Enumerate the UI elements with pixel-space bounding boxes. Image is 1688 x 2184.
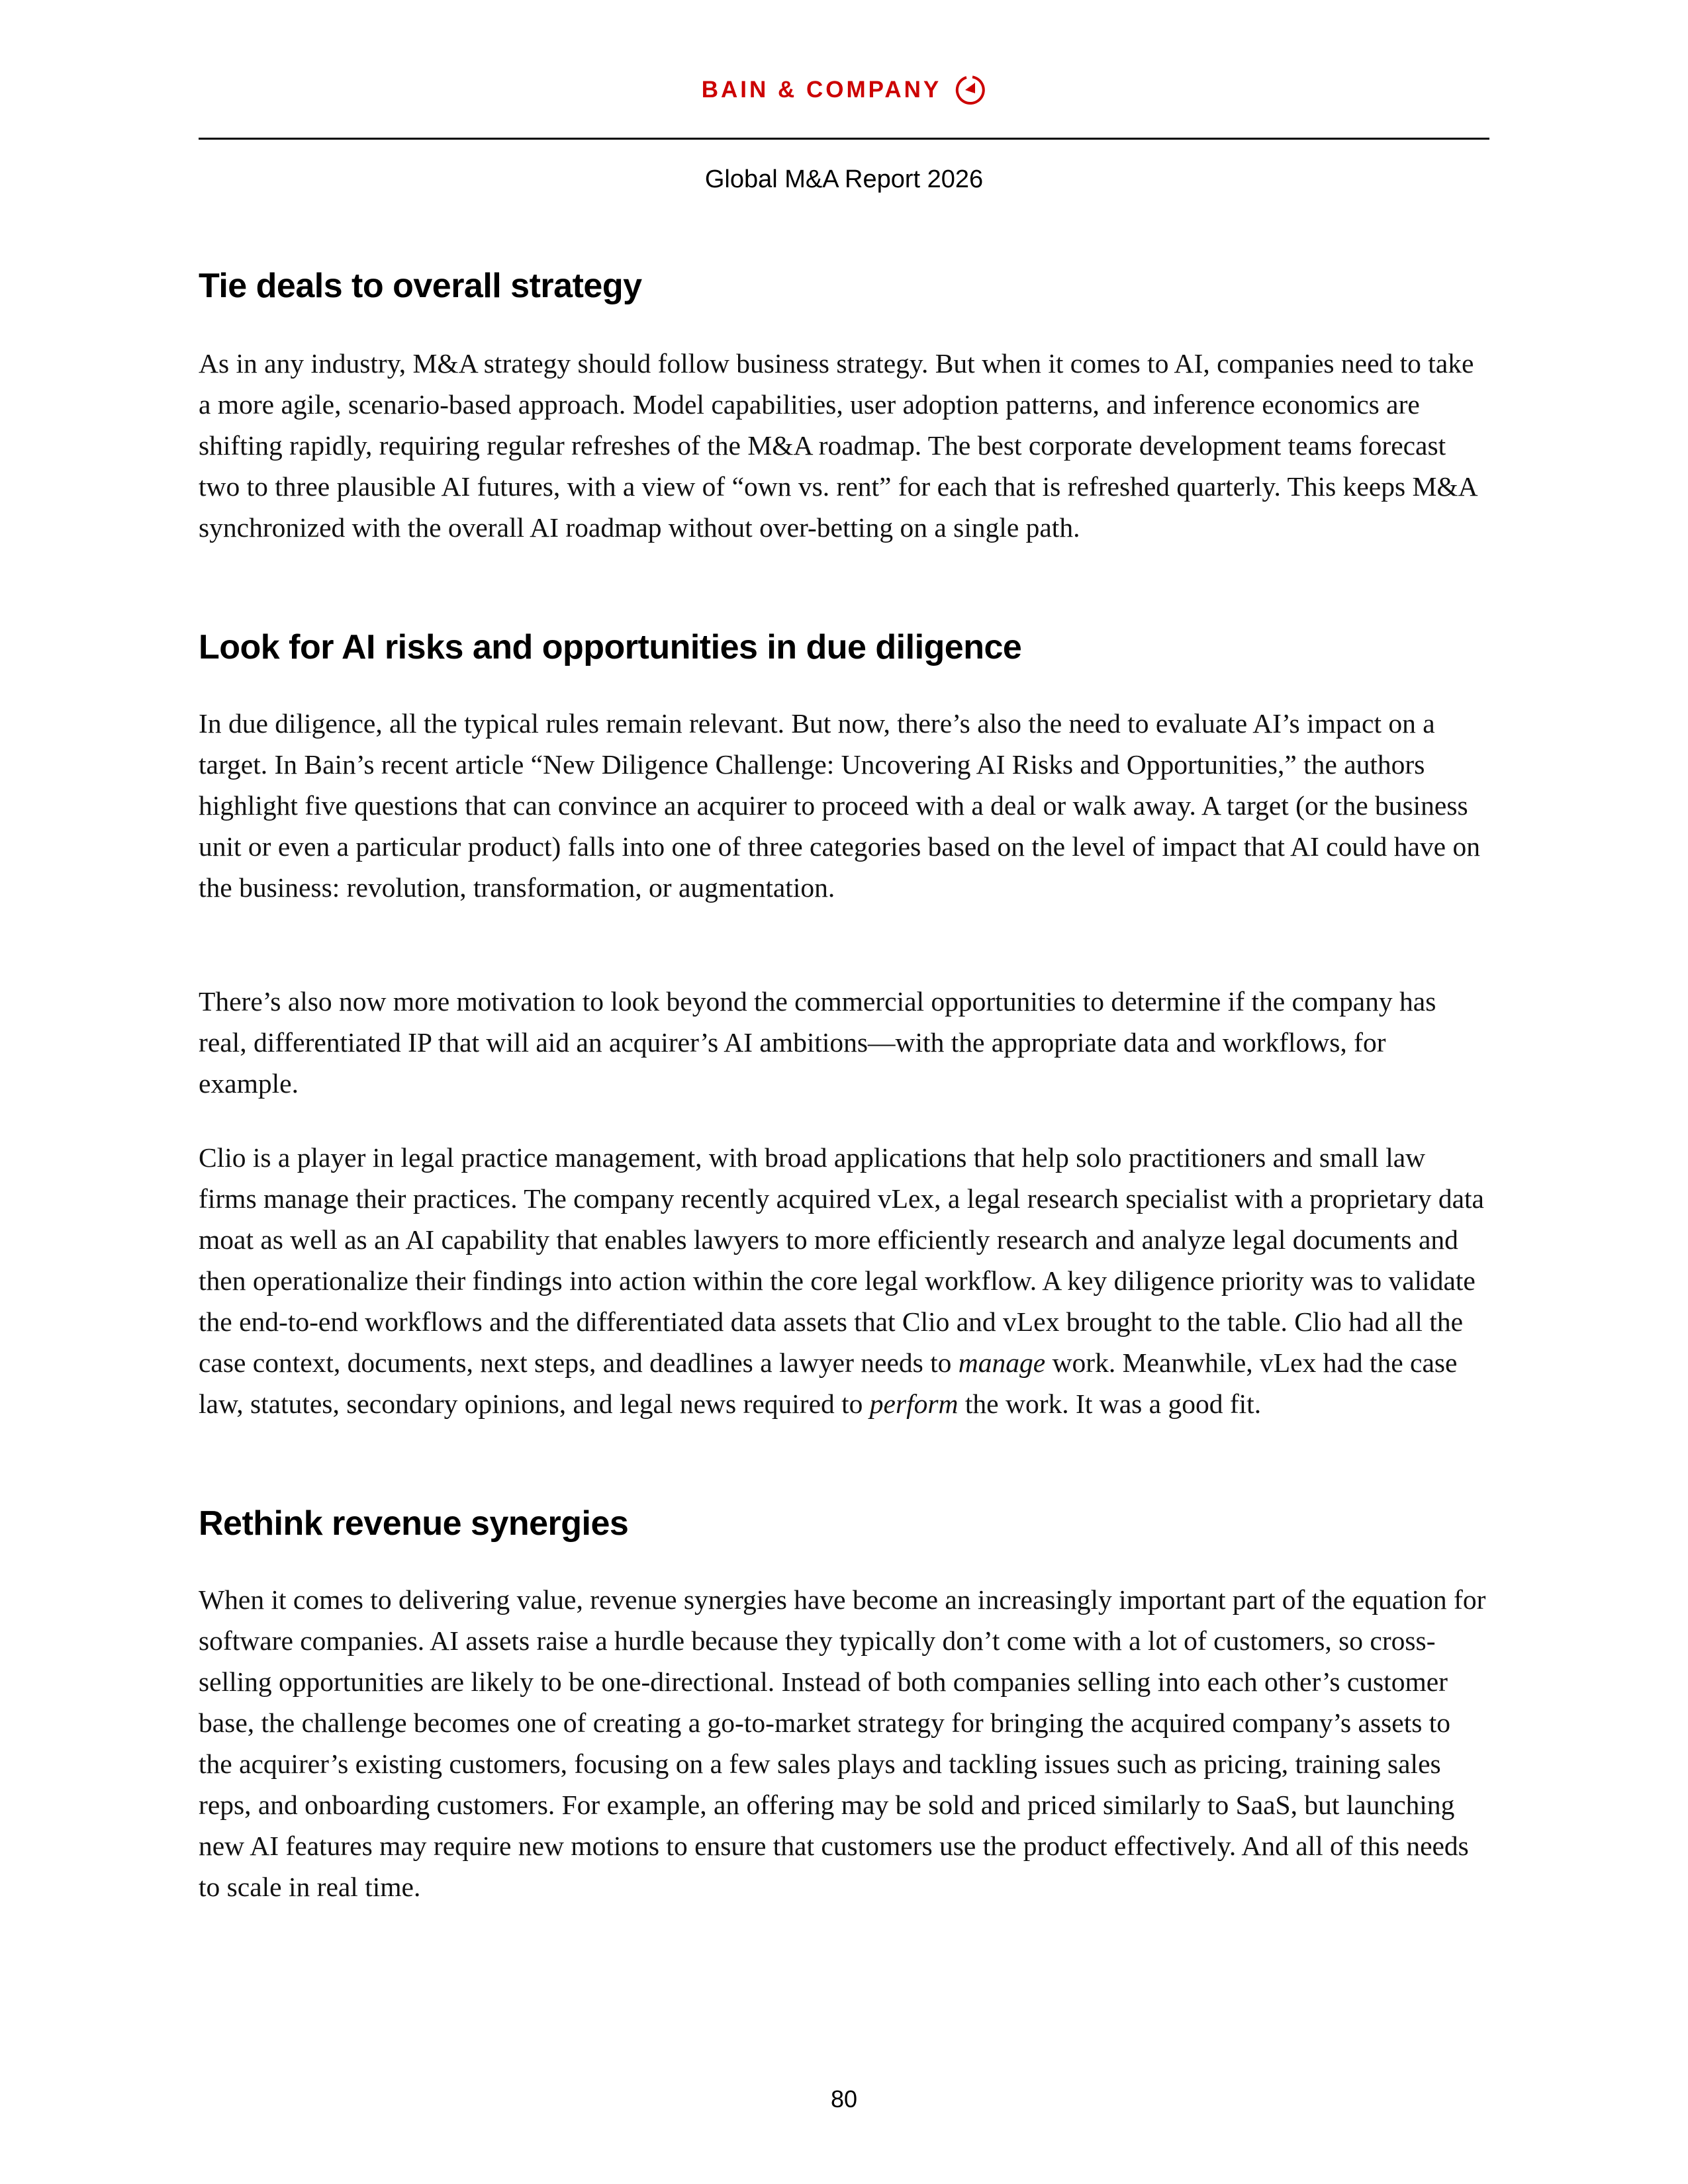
paragraph — [199, 1137, 1489, 1424]
page-number: 80 — [830, 2085, 858, 2113]
section-revenue-synergies-body — [199, 1579, 1489, 1907]
section-due-diligence-body-2 — [199, 981, 1489, 1104]
text-run: Clio is a player in legal practice management, with broad applications that help solo practitioners and small law firms manage their practices. The company recently acquired vLex, a legal research specialist with a proprietary data moat as well as an AI capability that enables lawyers to more efficiently research and analyze legal documents and then operationalize their findings into action within the core legal workflow. A key diligence priority was to validate the end-to-end workflows and the differentiated data assets that Clio and vLex brought to the table. Clio had all the case context, documents, next steps, and deadlines a lawyer needs to — [199, 1142, 1484, 1378]
text-run: the work. It was a good fit. — [958, 1388, 1262, 1419]
paragraph: There’s also now more motivation to look beyond the commercial opportunities to determine if the company has real, differentiated IP that will aid an acquirer’s AI ambitions—with the appropriate data and workflows, for example. — [199, 986, 1436, 1099]
section-heading: Look for AI risks and opportunities in due diligence — [199, 628, 1022, 666]
emphasis-perform: perform — [869, 1388, 959, 1419]
section-strategy — [199, 265, 1489, 307]
brand-header — [0, 71, 1688, 109]
paragraph: When it comes to delivering value, revenue synergies have become an increasingly important part of the equation for software companies. AI assets raise a hurdle because they typically don’t come with a lot of customers, so cross-selling opportunities are likely to be one-directional. Instead of both companies selling into each other’s customer base, the challenge becomes one of creating a go-to-market strategy for bringing the acquired company’s assets to the acquirer’s existing customers, focusing on a few sales plays and tackling issues such as pricing, training sales reps, and onboarding customers. For example, an offering may be sold and priced similarly to SaaS, but launching new AI features may require new motions to ensure that customers use the product effectively. And all of this needs to scale in real time. — [199, 1584, 1486, 1902]
section-strategy-body — [199, 343, 1489, 548]
bain-compass-icon — [955, 74, 986, 106]
header-divider — [199, 138, 1489, 140]
text-run: work. Meanwhile, vLex had the case law, statutes, secondary opinions, and legal news required to — [199, 1347, 1458, 1419]
brand-logo-text: BAIN & COMPANY — [701, 77, 942, 103]
section-heading: Rethink revenue synergies — [199, 1504, 629, 1543]
section-due-diligence-body-1 — [199, 703, 1489, 908]
section-revenue-synergies — [199, 1502, 1489, 1545]
section-heading: Tie deals to overall strategy — [199, 267, 642, 305]
paragraph: In due diligence, all the typical rules remain relevant. But now, there’s also the need to evaluate AI’s impact on a target. In Bain’s recent article “New Diligence Challenge: Uncovering AI Risks and Opportunities,” the authors highlight five questions that can convince an acquirer to proceed with a deal or walk away. A target (or the business unit or even a particular product) falls into one of three categories based on the level of impact that AI could have on the business: revolution, transformation, or augmentation. — [199, 708, 1480, 903]
section-due-diligence — [199, 626, 1489, 668]
paragraph: As in any industry, M&A strategy should follow business strategy. But when it comes to AI, companies need to take a more agile, scenario-based approach. Model capabilities, user adoption patterns, and inference economics are shifting rapidly, requiring regular refreshes of the M&A roadmap. The best corporate development teams forecast two to three plausible AI futures, with a view of “own vs. rent” for each that is refreshed quarterly. This keeps M&A synchronized with the overall AI roadmap without over-betting on a single path. — [199, 348, 1477, 543]
report-title: Global M&A Report 2026 — [704, 165, 984, 193]
emphasis-manage: manage — [958, 1347, 1046, 1378]
section-due-diligence-body-3 — [199, 1137, 1489, 1424]
